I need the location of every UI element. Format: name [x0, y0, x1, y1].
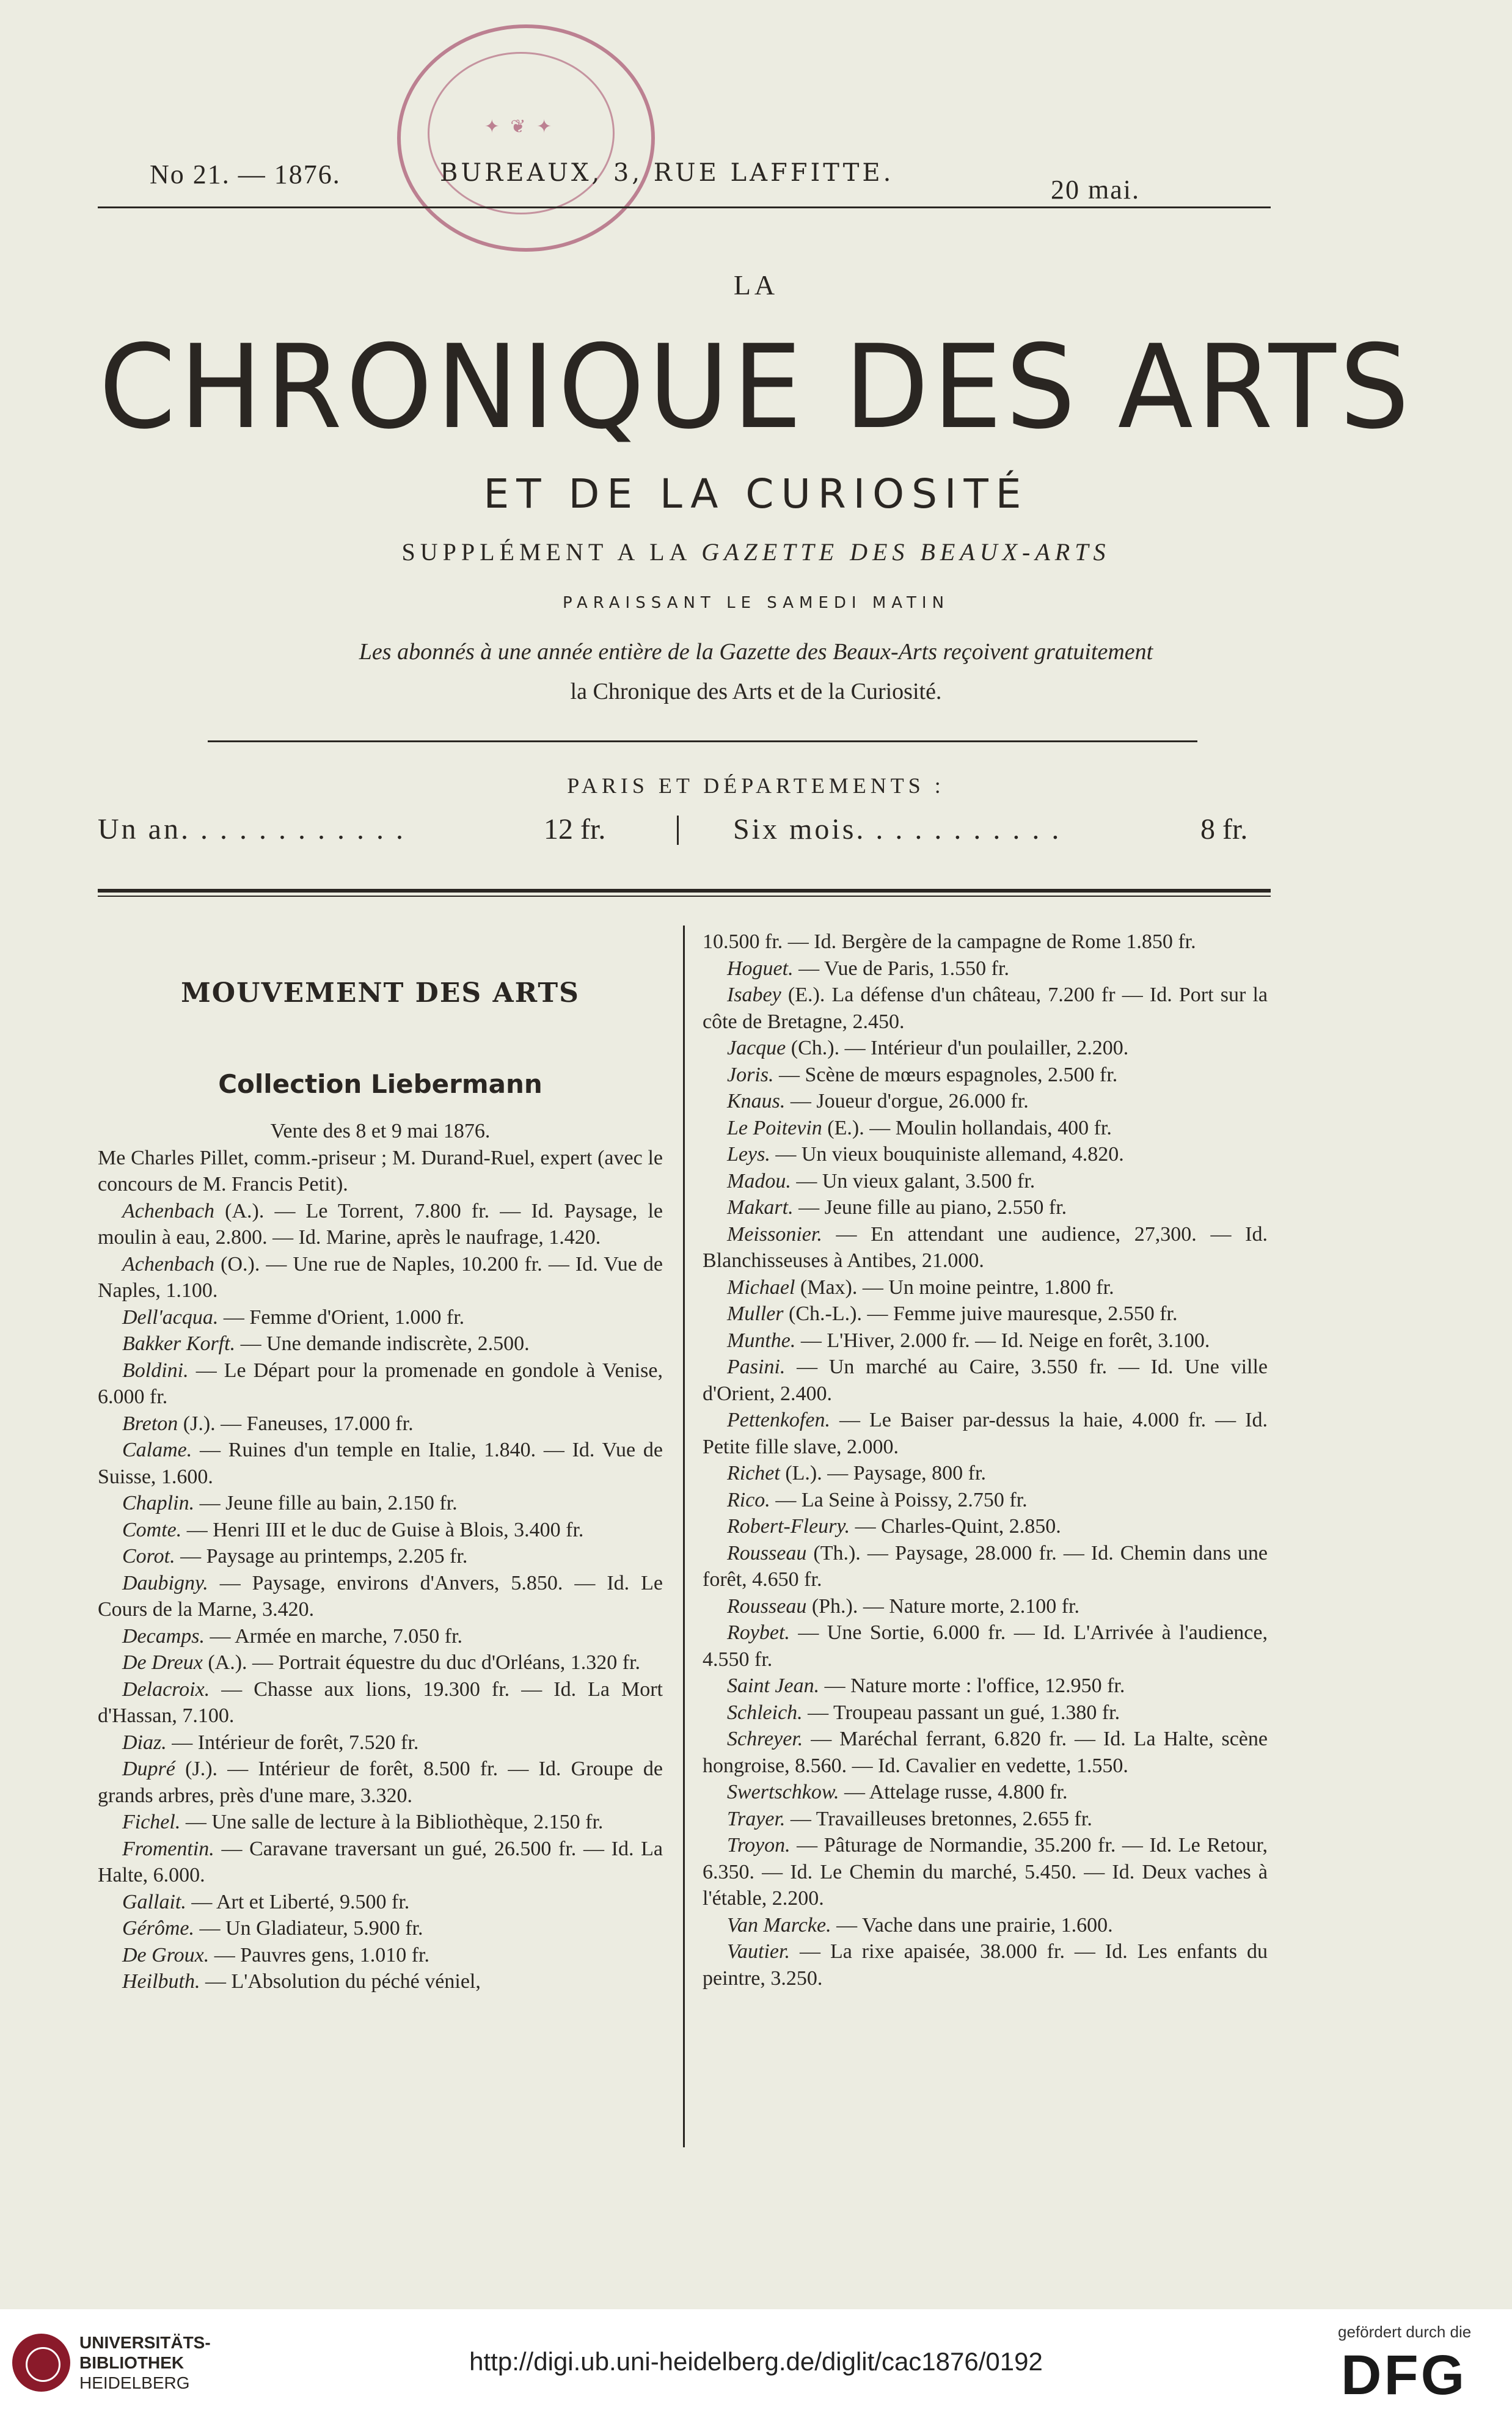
artist-name: Troyon. — [727, 1834, 791, 1857]
artist-name: Rico. — [727, 1488, 770, 1511]
sale-details: — Une salle de lecture à la Bibliothèque, 2.150 fr. — [180, 1811, 604, 1833]
sale-details: (O.). — Une rue de Naples, 10.200 fr. — Id. Vue de Naples, 1.100. — [98, 1252, 663, 1302]
sale-entry — [98, 1437, 663, 1490]
sale-entry — [703, 1487, 1268, 1514]
masthead-title: CHRONIQUE DES ARTS — [98, 320, 1414, 455]
sale-details: — Intérieur de forêt, 7.520 fr. — [166, 1731, 419, 1754]
artist-name: Bakker Korft. — [122, 1332, 236, 1355]
artist-name: Gérôme. — [122, 1917, 195, 1940]
sale-details: — Chasse aux lions, 19.300 fr. — Id. La Mort d'Hassan, 7.100. — [98, 1678, 663, 1727]
sale-entry — [703, 1619, 1268, 1673]
sale-entry — [703, 1832, 1268, 1912]
artist-name: Gallait. — [122, 1890, 186, 1913]
artist-name: Schleich. — [727, 1701, 803, 1724]
artist-name: Saint Jean. — [727, 1674, 820, 1697]
artist-name: Knaus. — [727, 1090, 786, 1112]
sale-entry — [703, 1194, 1268, 1221]
bureaux-address: BUREAUX, 3, RUE LAFFITTE. — [440, 159, 894, 187]
sale-entry — [703, 1168, 1268, 1195]
sale-entry — [703, 1221, 1268, 1274]
sale-details: — Un Gladiateur, 5.900 fr. — [194, 1917, 423, 1940]
sale-details: (L.). — Paysage, 800 fr. — [780, 1462, 986, 1484]
sale-details: (A.). — Portrait équestre du duc d'Orléans, 1.320 fr. — [202, 1651, 641, 1674]
sale-entry — [98, 1623, 663, 1650]
sale-details: — La rixe apaisée, 38.000 fr. — Id. Les enfants du peintre, 3.250. — [703, 1940, 1268, 1990]
sale-details: (J.). — Faneuses, 17.000 fr. — [178, 1412, 414, 1435]
sale-details: — L'Hiver, 2.000 fr. — Id. Neige en forêt, 3.100. — [795, 1329, 1210, 1352]
dfg-logo: DFG — [1341, 2344, 1467, 2406]
sale-entry — [703, 1700, 1268, 1726]
sale-entry — [98, 1889, 663, 1916]
sale-details: — Maréchal ferrant, 6.820 fr. — Id. La Halte, scène hongroise, 8.560. — Id. Cavalier en vedette, 1.550. — [703, 1728, 1268, 1777]
sale-entry — [703, 1673, 1268, 1700]
sale-entry — [703, 1407, 1268, 1460]
sale-details: (J.). — Intérieur de forêt, 8.500 fr. — Id. Groupe de grands arbres, près d'une mare, 3.320. — [98, 1758, 663, 1807]
sale-details: — Une Sortie, 6.000 fr. — Id. L'Arrivée à l'audience, 4.550 fr. — [703, 1621, 1268, 1671]
sale-entry — [703, 1938, 1268, 1992]
sale-details: — Armée en marche, 7.050 fr. — [205, 1624, 463, 1648]
artist-name: Achenbach — [122, 1199, 215, 1222]
artist-name: Rousseau — [727, 1541, 807, 1565]
sale-entry — [703, 1141, 1268, 1168]
sale-details: — Un vieux galant, 3.500 fr. — [791, 1169, 1035, 1192]
sale-details: — Henri III et le duc de Guise à Blois, 3.400 fr. — [181, 1518, 584, 1541]
artist-name: Van Marcke. — [727, 1913, 831, 1937]
collection-title: Collection Liebermann — [218, 1069, 542, 1099]
sale-details: — L'Absolution du péché véniel, — [200, 1970, 481, 1993]
artist-name: Le Poitevin — [727, 1116, 822, 1139]
sale-details: — Jeune fille au piano, 2.550 fr. — [793, 1196, 1067, 1219]
supplement-prefix: SUPPLÉMENT A LA — [401, 538, 691, 566]
sale-details: — Joueur d'orgue, 26.000 fr. — [785, 1090, 1029, 1112]
subscription-rule-thick — [98, 889, 1271, 893]
sale-details: (Max). — Un moine peintre, 1.800 fr. — [795, 1276, 1114, 1299]
artist-name: Heilbuth. — [122, 1970, 200, 1993]
artist-name: Muller — [727, 1302, 784, 1325]
artist-name: Calame. — [122, 1439, 192, 1461]
subscription-six-label: Six mois. . . . . . . . . . . — [733, 813, 1062, 845]
artist-name: De Dreux — [122, 1651, 203, 1674]
issue-date: 20 mai. — [1051, 175, 1140, 205]
sale-entry — [703, 1088, 1268, 1115]
sale-entry — [98, 1756, 663, 1809]
sale-details: — Pauvres gens, 1.010 fr. — [209, 1943, 430, 1966]
library-name-line-1: UNIVERSITÄTS- — [79, 2333, 211, 2352]
artist-name: Roybet. — [727, 1621, 790, 1644]
sale-entry — [98, 1915, 663, 1942]
sale-entry — [703, 1301, 1268, 1327]
sale-details: — Une demande indiscrète, 2.500. — [235, 1332, 530, 1355]
subscription-heading: PARIS ET DÉPARTEMENTS : — [567, 773, 945, 798]
artist-name: Boldini. — [122, 1359, 189, 1382]
sale-entry — [98, 1942, 663, 1969]
subscription-divider — [677, 816, 679, 845]
artist-name: Michael — [727, 1276, 795, 1299]
masthead-la: LA — [733, 269, 779, 301]
right-column — [703, 929, 1268, 1992]
continued-entry: 10.500 fr. — Id. Bergère de la campagne de Rome 1.850 fr. — [703, 930, 1196, 953]
artist-name: Fromentin. — [122, 1837, 214, 1860]
sale-entry — [98, 1836, 663, 1889]
artist-name: Chaplin. — [122, 1492, 195, 1514]
sale-details: — Attelage russe, 4.800 fr. — [839, 1781, 1068, 1803]
footer-band — [0, 2309, 1512, 2421]
artist-name: Daubigny. — [122, 1571, 208, 1594]
sale-entry — [98, 1809, 663, 1836]
sale-entry — [98, 1649, 663, 1676]
right-entries-list — [703, 955, 1268, 1992]
masthead-subtitle: ET DE LA CURIOSITÉ — [483, 470, 1029, 517]
sale-entry — [703, 1593, 1268, 1620]
sale-details: — Ruines d'un temple en Italie, 1.840. — Id. Vue de Suisse, 1.600. — [98, 1439, 663, 1488]
artist-name: Trayer. — [727, 1807, 786, 1830]
sale-details: (Ph.). — Nature morte, 2.100 fr. — [806, 1594, 1079, 1618]
subscription-year-price: 12 fr. — [544, 813, 606, 845]
supplement-line — [0, 538, 1512, 566]
notice-line-1: Les abonnés à une année entière de la Gazette des Beaux-Arts reçoivent gratuitement — [359, 639, 1153, 665]
sale-entry — [98, 1304, 663, 1331]
notice-line-2: la Chronique des Arts et de la Curiosité. — [570, 679, 942, 704]
sale-details: — La Seine à Poissy, 2.750 fr. — [770, 1488, 1028, 1511]
artist-name: Delacroix. — [122, 1678, 210, 1701]
sale-entry — [98, 1570, 663, 1623]
sale-entry — [98, 1543, 663, 1570]
sale-entry — [703, 1354, 1268, 1407]
sale-entry — [703, 1513, 1268, 1540]
sale-details: (Ch.-L.). — Femme juive mauresque, 2.550 fr. — [783, 1302, 1178, 1325]
subscription-year-label: Un an. . . . . . . . . . . . — [98, 813, 406, 845]
artist-name: Jacque — [727, 1037, 786, 1059]
sale-dates: Vente des 8 et 9 mai 1876. — [270, 1120, 491, 1142]
library-name-line-2: BIBLIOTHEK — [79, 2353, 184, 2372]
sale-details: (A.). — Le Torrent, 7.800 fr. — Id. Paysage, le moulin à eau, 2.800. — Id. Marine, après le naufrage, 1.420. — [98, 1199, 663, 1249]
artist-name: Joris. — [727, 1063, 774, 1086]
artist-name: Pettenkofen. — [727, 1409, 830, 1431]
sale-entry — [703, 1460, 1268, 1487]
sale-intro: Me Charles Pillet, comm.-priseur ; M. Durand-Ruel, expert (avec le concours de M. Francis Petit). — [98, 1146, 663, 1196]
sale-entry — [98, 1517, 663, 1544]
sale-entry — [98, 1331, 663, 1357]
sale-entry — [98, 1968, 663, 1995]
sale-entry — [703, 1540, 1268, 1593]
sale-details: — Troupeau passant un gué, 1.380 fr. — [802, 1701, 1120, 1724]
sale-details: (E.). La défense d'un château, 7.200 fr — Id. Port sur la côte de Bretagne, 2.450. — [703, 984, 1268, 1033]
sale-entry — [703, 982, 1268, 1035]
artist-name: Isabey — [727, 984, 781, 1006]
sale-details: — Un vieux bouquiniste allemand, 4.820. — [770, 1143, 1124, 1166]
sale-details: — Le Baiser par-dessus la haie, 4.000 fr. — Id. Petite fille slave, 2.000. — [703, 1409, 1268, 1458]
sale-details: — Vache dans une prairie, 1.600. — [831, 1913, 1113, 1937]
sale-details: — Art et Liberté, 9.500 fr. — [186, 1890, 410, 1913]
sale-entry — [98, 1251, 663, 1304]
artist-name: Rousseau — [727, 1594, 807, 1618]
supplement-gazette: GAZETTE DES BEAUX-ARTS — [701, 538, 1111, 566]
sale-entry — [703, 955, 1268, 982]
sale-entry — [703, 1806, 1268, 1833]
sale-entry — [98, 1490, 663, 1517]
artist-name: De Groux. — [122, 1943, 210, 1966]
artist-name: Meissonier. — [727, 1222, 822, 1246]
section-title: MOUVEMENT DES ARTS — [181, 977, 580, 1009]
sale-details: — Femme d'Orient, 1.000 fr. — [218, 1305, 465, 1329]
column-divider — [683, 926, 685, 2147]
artist-name: Fichel. — [122, 1811, 181, 1833]
artist-name: Madou. — [727, 1169, 791, 1192]
sale-details: — Jeune fille au bain, 2.150 fr. — [194, 1492, 458, 1514]
header-rule — [98, 206, 1271, 208]
artist-name: Dell'acqua. — [122, 1305, 219, 1329]
sale-details: — Nature morte : l'office, 12.950 fr. — [819, 1674, 1125, 1697]
sale-details: — Charles-Quint, 2.850. — [850, 1515, 1061, 1538]
artist-name: Makart. — [727, 1196, 794, 1219]
permalink-url[interactable]: http://digi.ub.uni-heidelberg.de/diglit/cac1876/0192 — [469, 2347, 1043, 2376]
sale-details: — Le Départ pour la promenade en gondole à Venise, 6.000 fr. — [98, 1359, 663, 1408]
notice-rule — [208, 740, 1197, 742]
artist-name: Pasini. — [727, 1356, 786, 1378]
sale-details: — Paysage, environs d'Anvers, 5.850. — Id. Le Cours de la Marne, 3.420. — [98, 1571, 663, 1621]
sale-details: (Ch.). — Intérieur d'un poulailler, 2.200. — [786, 1037, 1129, 1059]
library-name-line-3: HEIDELBERG — [79, 2373, 190, 2392]
subscription-six-price: 8 fr. — [1200, 813, 1248, 845]
frequency-line: PARAISSANT LE SAMEDI MATIN — [562, 594, 950, 612]
artist-name: Decamps. — [122, 1624, 205, 1648]
sale-details: — Pâturage de Normandie, 35.200 fr. — Id. Le Retour, 6.350. — Id. Le Chemin du marché, 5.450. — Id. Deux vaches à l'étable, 2.200. — [703, 1834, 1268, 1910]
sale-details: — Paysage au printemps, 2.205 fr. — [175, 1545, 468, 1568]
sale-entry — [703, 1035, 1268, 1062]
sale-entry — [703, 1912, 1268, 1939]
sale-entry — [98, 1411, 663, 1437]
artist-name: Corot. — [122, 1545, 175, 1568]
issue-number: No 21. — 1876. — [150, 159, 341, 189]
artist-name: Comte. — [122, 1518, 182, 1541]
sale-entry — [703, 1327, 1268, 1354]
sale-entry — [98, 1729, 663, 1756]
sale-entry — [98, 1357, 663, 1411]
funded-by-label: gefördert durch die — [1338, 2323, 1472, 2341]
sale-details: (E.). — Moulin hollandais, 400 fr. — [822, 1116, 1112, 1139]
artist-name: Munthe. — [727, 1329, 796, 1352]
artist-name: Vautier. — [727, 1940, 790, 1963]
subscription-rule-thin — [98, 896, 1271, 897]
sale-details: (Th.). — Paysage, 28.000 fr. — Id. Chemin dans une forêt, 4.650 fr. — [703, 1541, 1268, 1591]
sale-entry — [703, 1062, 1268, 1089]
left-entries-list — [98, 1198, 663, 1995]
artist-name: Schreyer. — [727, 1728, 803, 1750]
sale-entry — [703, 1115, 1268, 1142]
sale-details: — Scène de mœurs espagnoles, 2.500 fr. — [773, 1063, 1118, 1086]
artist-name: Leys. — [727, 1143, 770, 1166]
artist-name: Dupré — [122, 1758, 175, 1780]
sale-details: — Vue de Paris, 1.550 fr. — [793, 957, 1009, 980]
artist-name: Breton — [122, 1412, 178, 1435]
sale-entry — [703, 1779, 1268, 1806]
artist-name: Swertschkow. — [727, 1781, 839, 1803]
sale-entry — [703, 1274, 1268, 1301]
sale-details: — Travailleuses bretonnes, 2.655 fr. — [785, 1807, 1092, 1830]
artist-name: Richet — [727, 1462, 780, 1484]
library-stamp-glyph: ✦ ❦ ✦ — [484, 116, 555, 137]
left-column — [98, 1118, 663, 1995]
sale-details: — Caravane traversant un gué, 26.500 fr. — Id. La Halte, 6.000. — [98, 1837, 663, 1886]
sale-details: — En attendant une audience, 27,300. — Id. Blanchisseuses à Antibes, 21.000. — [703, 1222, 1268, 1272]
artist-name: Diaz. — [122, 1731, 167, 1754]
sale-entry — [98, 1676, 663, 1729]
artist-name: Robert-Fleury. — [727, 1515, 850, 1538]
sale-details: — Un marché au Caire, 3.550 fr. — Id. Une ville d'Orient, 2.400. — [703, 1356, 1268, 1405]
sale-entry — [98, 1198, 663, 1251]
sale-entry — [703, 1726, 1268, 1779]
artist-name: Achenbach — [122, 1252, 215, 1276]
artist-name: Hoguet. — [727, 957, 794, 980]
